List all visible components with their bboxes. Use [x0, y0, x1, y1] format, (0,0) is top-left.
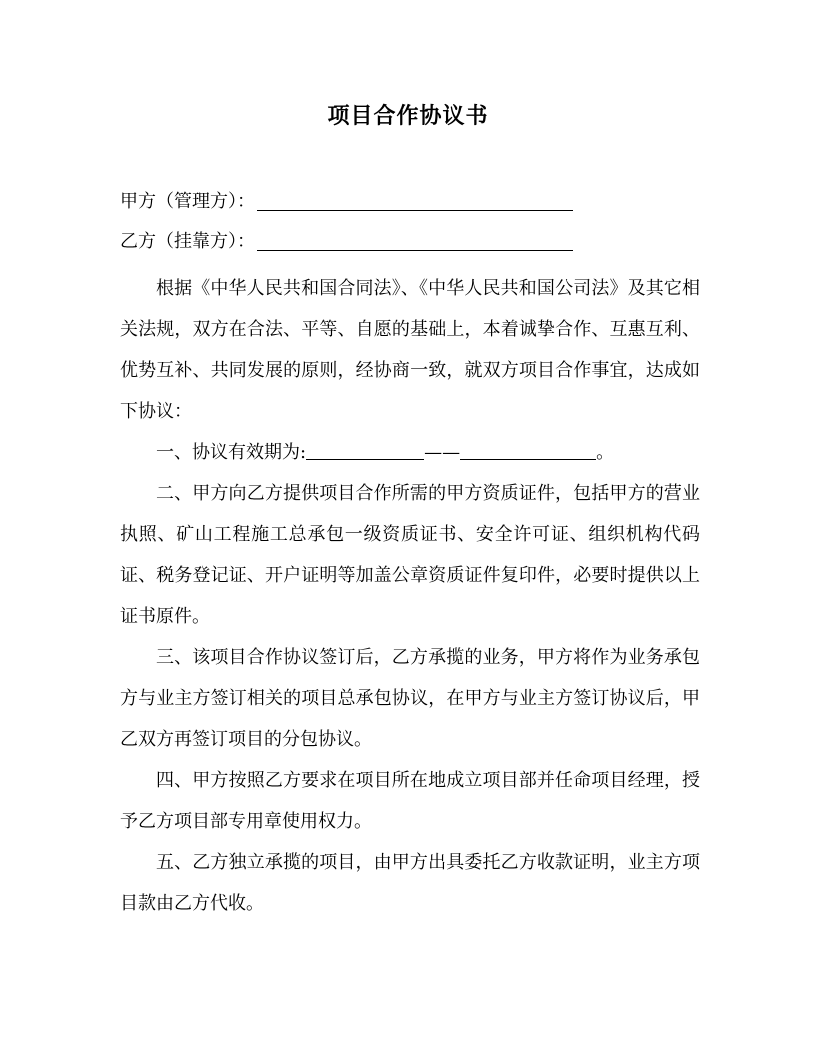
- clause-1: [120, 432, 700, 473]
- preamble-paragraph: 根据《中华人民共和国合同法》、《中华人民共和国公司法》及其它相关法规，双方在合法、平等、自愿的基础上，本着诚挚合作、互惠互利、优势互补、共同发展的原则，经协商一致，就双方项目合作事宜，达成如下协议：: [120, 278, 700, 422]
- term-dash: ——: [424, 442, 461, 463]
- clause-4: 四、甲方按照乙方要求在项目所在地成立项目部并任命项目经理，授予乙方项目部专用章使用权力。: [120, 770, 700, 832]
- clause-3: 三、该项目合作协议签订后，乙方承揽的业务，甲方将作为业务承包方与业主方签订相关的项目总承包协议，在甲方与业主方签订协议后，甲乙双方再签订项目的分包协议。: [120, 647, 700, 750]
- document-body: [120, 268, 700, 924]
- party-b-blank: [257, 232, 573, 251]
- term-start-blank: [306, 441, 424, 460]
- document-title: 项目合作协议书: [327, 103, 489, 129]
- clause-2: 二、甲方向乙方提供项目合作所需的甲方资质证件，包括甲方的营业执照、矿山工程施工总承包一级资质证书、安全许可证、组织机构代码证、税务登记证、开户证明等加盖公章资质证件复印件，必要时提供以上证书原件。: [120, 483, 700, 627]
- party-a-line: [120, 190, 573, 214]
- clause-1-end: 。: [596, 442, 615, 463]
- term-end-blank: [460, 441, 596, 460]
- party-b-line: [120, 230, 573, 254]
- party-a-label: 甲方（管理方）：: [120, 191, 255, 212]
- clause-1-text: 一、协议有效期为:: [156, 442, 307, 463]
- party-b-label: 乙方（挂靠方）：: [120, 231, 255, 252]
- party-a-blank: [257, 192, 573, 211]
- clause-5: 五、乙方独立承揽的项目，由甲方出具委托乙方收款证明，业主方项目款由乙方代收。: [120, 852, 700, 914]
